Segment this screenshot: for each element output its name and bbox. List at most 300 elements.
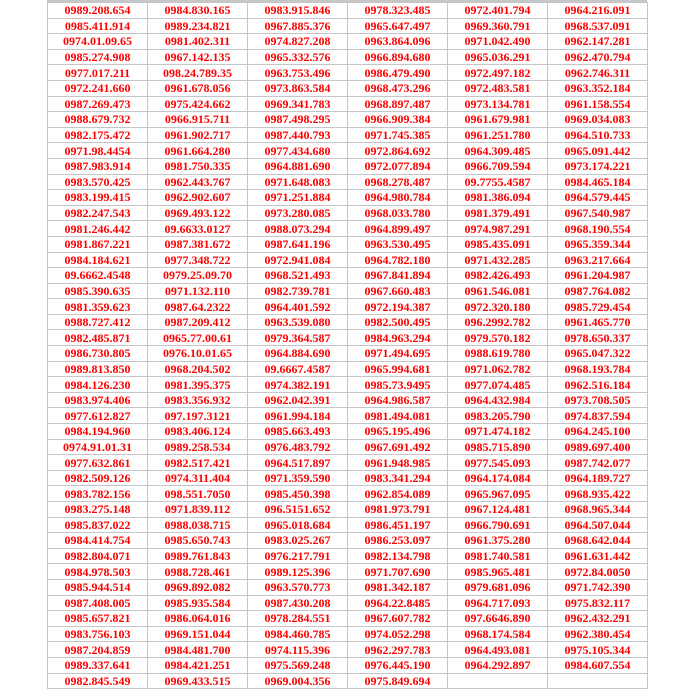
phone-number-cell[interactable]: 0964.245.100 — [548, 424, 648, 440]
phone-number-cell[interactable]: 0984.194.960 — [48, 424, 148, 440]
phone-number-cell[interactable]: 0981.359.623 — [48, 299, 148, 315]
phone-number-cell[interactable]: 0964.881.690 — [248, 158, 348, 174]
phone-number-cell[interactable]: 0965.195.496 — [348, 424, 448, 440]
table-row — [48, 673, 648, 689]
phone-number-cell[interactable]: 0981.750.335 — [148, 158, 248, 174]
phone-number-cell[interactable]: 0962.470.794 — [548, 49, 648, 65]
phone-number-cell[interactable]: 0961.664.280 — [148, 143, 248, 159]
phone-number-cell[interactable]: 0982.426.493 — [448, 268, 548, 284]
table-row — [48, 221, 648, 237]
phone-number-cell[interactable]: 09.6633.0127 — [148, 221, 248, 237]
phone-number-cell[interactable]: 0964.899.497 — [348, 221, 448, 237]
phone-number-cell[interactable]: 0982.134.798 — [348, 548, 448, 564]
phone-number-cell[interactable]: 0989.125.396 — [248, 564, 348, 580]
table-body — [48, 3, 648, 689]
phone-number-cell[interactable]: 0963.570.773 — [248, 579, 348, 595]
phone-number-cell[interactable]: 0964.432.984 — [448, 392, 548, 408]
phone-number-cell[interactable]: 0988.728.461 — [148, 564, 248, 580]
phone-number-cell[interactable]: 0963.530.495 — [348, 236, 448, 252]
table-row — [48, 408, 648, 424]
phone-number-cell[interactable]: 0978.323.485 — [348, 3, 448, 19]
phone-number-cell[interactable]: 0973.134.781 — [448, 96, 548, 112]
phone-number-cell[interactable]: 0966.709.594 — [448, 158, 548, 174]
phone-number-cell[interactable]: 0987.408.005 — [48, 595, 148, 611]
phone-number-cell[interactable]: 0985.944.514 — [48, 579, 148, 595]
phone-number-cell[interactable]: 0972.320.180 — [448, 299, 548, 315]
phone-number-cell[interactable]: 0965.359.344 — [548, 236, 648, 252]
table-row — [48, 377, 648, 393]
phone-number-cell[interactable]: 0967.607.782 — [348, 611, 448, 627]
phone-number-cell[interactable]: 0971.745.385 — [348, 127, 448, 143]
phone-number-cell[interactable]: 0976.10.01.65 — [148, 346, 248, 362]
phone-number-cell[interactable]: 0988.038.715 — [148, 517, 248, 533]
table-row — [48, 143, 648, 159]
phone-number-cell[interactable]: 0961.902.717 — [148, 127, 248, 143]
phone-number-cell[interactable]: 0985.715.890 — [448, 439, 548, 455]
phone-number-cell[interactable]: 0962.380.454 — [548, 626, 648, 642]
phone-number-cell[interactable]: 0989.813.850 — [48, 361, 148, 377]
phone-number-cell[interactable]: 0971.359.590 — [248, 470, 348, 486]
phone-number-cell[interactable]: 0988.727.412 — [48, 314, 148, 330]
table-row — [48, 18, 648, 34]
phone-number-cell[interactable]: 0985.663.493 — [248, 424, 348, 440]
phone-number-cell[interactable]: 0963.753.496 — [248, 65, 348, 81]
table-row — [48, 579, 648, 595]
table-row — [48, 533, 648, 549]
phone-number-cell[interactable]: 0968.521.493 — [248, 268, 348, 284]
phone-number-cell[interactable]: 0984.414.754 — [48, 533, 148, 549]
phone-number-cell[interactable]: 0972.483.581 — [448, 80, 548, 96]
phone-number-cell[interactable]: 0985.73.9495 — [348, 377, 448, 393]
phone-number-cell[interactable]: 0964.292.897 — [448, 657, 548, 673]
phone-number-cell[interactable]: 097.6646.890 — [448, 611, 548, 627]
phone-number-cell[interactable]: 0985.411.914 — [48, 18, 148, 34]
phone-number-cell[interactable]: 0987.742.077 — [548, 455, 648, 471]
phone-number-cell[interactable]: 0981.395.375 — [148, 377, 248, 393]
phone-number-cell[interactable]: 0967.691.492 — [348, 439, 448, 455]
phone-number-cell[interactable]: 0968.965.344 — [548, 502, 648, 518]
phone-number-cell[interactable]: 0987.430.208 — [248, 595, 348, 611]
phone-number-cell[interactable]: 0985.965.481 — [448, 564, 548, 580]
phone-number-cell[interactable]: 0983.915.846 — [248, 3, 348, 19]
phone-number-cell[interactable]: 0987.204.859 — [48, 642, 148, 658]
phone-number-cell[interactable]: 0973.708.505 — [548, 392, 648, 408]
phone-number-cell[interactable]: 0982.804.071 — [48, 548, 148, 564]
phone-number-cell[interactable]: 0968.190.554 — [548, 221, 648, 237]
phone-number-cell[interactable]: 0987.641.196 — [248, 236, 348, 252]
phone-number-cell[interactable]: 0974.382.191 — [248, 377, 348, 393]
table-row — [48, 626, 648, 642]
phone-number-cell[interactable]: 0977.545.093 — [448, 455, 548, 471]
table-row — [48, 127, 648, 143]
phone-number-cell[interactable]: 0968.473.296 — [348, 80, 448, 96]
phone-number-cell[interactable]: 0987.498.295 — [248, 112, 348, 128]
phone-number-cell[interactable]: 0962.147.281 — [548, 34, 648, 50]
phone-number-cell[interactable]: 0971.98.4454 — [48, 143, 148, 159]
phone-number-cell[interactable]: 0968.193.784 — [548, 361, 648, 377]
phone-number-cell[interactable]: 0968.537.091 — [548, 18, 648, 34]
phone-number-cell[interactable]: 0986.451.197 — [348, 517, 448, 533]
table-row — [48, 236, 648, 252]
table-row — [48, 595, 648, 611]
phone-number-cell[interactable]: 0964.401.592 — [248, 299, 348, 315]
phone-number-cell[interactable]: 0985.450.398 — [248, 486, 348, 502]
phone-number-cell[interactable]: 0965.967.095 — [448, 486, 548, 502]
phone-number-cell[interactable]: 0983.756.103 — [48, 626, 148, 642]
phone-number-cell[interactable]: 0981.246.442 — [48, 221, 148, 237]
phone-number-cell[interactable]: 0979.364.587 — [248, 330, 348, 346]
phone-number-cell[interactable]: 0987.209.412 — [148, 314, 248, 330]
phone-number-cell[interactable]: 0963.864.096 — [348, 34, 448, 50]
phone-number-cell[interactable]: 0984.978.503 — [48, 564, 148, 580]
phone-number-cell[interactable]: 0962.432.291 — [548, 611, 648, 627]
phone-number-cell[interactable]: 0989.234.821 — [148, 18, 248, 34]
table-row — [48, 392, 648, 408]
phone-number-cell[interactable]: 09.6662.4548 — [48, 268, 148, 284]
phone-number-cell[interactable]: 0982.739.781 — [248, 283, 348, 299]
table-row — [48, 80, 648, 96]
phone-number-cell[interactable]: 0986.253.097 — [348, 533, 448, 549]
phone-number-cell[interactable]: 0964.493.081 — [448, 642, 548, 658]
phone-number-cell[interactable]: 0984.607.554 — [548, 657, 648, 673]
phone-number-cell[interactable]: 0985.729.454 — [548, 299, 648, 315]
phone-number-cell[interactable]: 0974.987.291 — [448, 221, 548, 237]
phone-number-cell[interactable]: 0967.124.481 — [448, 502, 548, 518]
phone-number-cell[interactable]: 0968.174.584 — [448, 626, 548, 642]
phone-number-cell[interactable]: 0971.839.112 — [148, 502, 248, 518]
phone-number-cell[interactable]: 0969.151.044 — [148, 626, 248, 642]
phone-number-cell[interactable]: 0966.894.680 — [348, 49, 448, 65]
phone-number-cell[interactable]: 0987.269.473 — [48, 96, 148, 112]
phone-number-cell[interactable]: 0968.642.044 — [548, 533, 648, 549]
phone-number-cell[interactable]: 0965.994.681 — [348, 361, 448, 377]
phone-number-cell[interactable]: 0984.830.165 — [148, 3, 248, 19]
phone-number-cell[interactable]: 0985.657.821 — [48, 611, 148, 627]
phone-number-cell[interactable]: 0972.84.0050 — [548, 564, 648, 580]
phone-number-cell[interactable]: 0969.341.783 — [248, 96, 348, 112]
phone-number-cell[interactable]: 0985.837.022 — [48, 517, 148, 533]
phone-number-cell[interactable]: 0981.342.187 — [348, 579, 448, 595]
table-row — [48, 470, 648, 486]
phone-number-cell[interactable]: 0972.241.660 — [48, 80, 148, 96]
table-row — [48, 502, 648, 518]
phone-number-cell[interactable]: 0988.679.732 — [48, 112, 148, 128]
phone-number-cell[interactable]: 0961.375.280 — [448, 533, 548, 549]
phone-number-cell[interactable]: 0968.204.502 — [148, 361, 248, 377]
phone-number-cell[interactable]: 0983.025.267 — [248, 533, 348, 549]
phone-number-cell[interactable]: 0971.707.690 — [348, 564, 448, 580]
phone-number-cell[interactable]: 0966.909.384 — [348, 112, 448, 128]
phone-number-cell[interactable]: 0971.251.884 — [248, 190, 348, 206]
phone-number-cell[interactable]: 0987.983.914 — [48, 158, 148, 174]
phone-number-cell[interactable]: 0964.174.084 — [448, 470, 548, 486]
phone-number-cell[interactable]: 0975.832.117 — [548, 595, 648, 611]
phone-number-cell[interactable]: 0974.827.208 — [248, 34, 348, 50]
phone-number-cell[interactable]: 0965.018.684 — [248, 517, 348, 533]
phone-number-cell[interactable]: 0986.064.016 — [148, 611, 248, 627]
phone-number-cell[interactable]: 0989.258.534 — [148, 439, 248, 455]
phone-number-cell[interactable]: 0979.681.096 — [448, 579, 548, 595]
table-row — [48, 190, 648, 206]
phone-number-cell[interactable]: 0984.460.785 — [248, 626, 348, 642]
phone-number-cell[interactable]: 0979.25.09.70 — [148, 268, 248, 284]
table-row — [48, 424, 648, 440]
phone-number-cell[interactable]: 0971.432.285 — [448, 252, 548, 268]
phone-number-cell[interactable]: 09.7755.4587 — [448, 174, 548, 190]
phone-number-cell[interactable]: 0987.64.2322 — [148, 299, 248, 315]
table-row — [48, 517, 648, 533]
phone-number-cell[interactable]: 0971.648.083 — [248, 174, 348, 190]
phone-number-cell[interactable]: 0984.963.294 — [348, 330, 448, 346]
phone-number-cell[interactable]: 0984.481.700 — [148, 642, 248, 658]
phone-number-cell[interactable]: 0966.790.691 — [448, 517, 548, 533]
phone-number-cell[interactable]: 0983.406.124 — [148, 424, 248, 440]
phone-number-cell[interactable]: 0983.275.148 — [48, 502, 148, 518]
phone-number-cell[interactable]: 0978.284.551 — [248, 611, 348, 627]
phone-number-cell[interactable]: 0974.115.396 — [248, 642, 348, 658]
table-row — [48, 252, 648, 268]
phone-number-cell[interactable]: 0975.424.662 — [148, 96, 248, 112]
table-row — [48, 96, 648, 112]
phone-number-cell[interactable]: 0964.22.8485 — [348, 595, 448, 611]
phone-number-cell[interactable]: 0985.435.091 — [448, 236, 548, 252]
phone-number-cell[interactable]: 0981.973.791 — [348, 502, 448, 518]
phone-number-cell[interactable]: 0962.516.184 — [548, 377, 648, 393]
phone-number-cell[interactable]: 0972.864.692 — [348, 143, 448, 159]
phone-number-cell[interactable]: 0961.158.554 — [548, 96, 648, 112]
phone-number-cell[interactable]: 0964.986.587 — [348, 392, 448, 408]
phone-number-cell[interactable]: 0982.500.495 — [348, 314, 448, 330]
phone-number-cell[interactable]: 0961.679.981 — [448, 112, 548, 128]
phone-number-cell[interactable]: 0989.337.641 — [48, 657, 148, 673]
phone-number-cell[interactable]: 0962.746.311 — [548, 65, 648, 81]
table-row — [48, 657, 648, 673]
phone-number-cell[interactable]: 0981.867.221 — [48, 236, 148, 252]
phone-number-cell[interactable]: 0961.948.985 — [348, 455, 448, 471]
phone-number-cell[interactable]: 0972.941.084 — [248, 252, 348, 268]
table-row — [48, 486, 648, 502]
table-row — [48, 439, 648, 455]
phone-number-cell[interactable]: 0967.142.135 — [148, 49, 248, 65]
phone-number-cell[interactable]: 096.2992.782 — [448, 314, 548, 330]
phone-number-cell[interactable]: 0961.251.780 — [448, 127, 548, 143]
phone-number-cell[interactable]: 0977.017.211 — [48, 65, 148, 81]
phone-number-cell[interactable]: 0983.205.790 — [448, 408, 548, 424]
phone-number-cell[interactable]: 0982.485.871 — [48, 330, 148, 346]
phone-number-cell[interactable]: 0961.994.184 — [248, 408, 348, 424]
table-row — [48, 299, 648, 315]
phone-number-cell[interactable]: 0985.274.908 — [48, 49, 148, 65]
phone-number-cell[interactable]: 0988.073.294 — [248, 221, 348, 237]
phone-number-cell[interactable]: 0973.174.221 — [548, 158, 648, 174]
phone-number-cell[interactable]: 0971.042.490 — [448, 34, 548, 50]
phone-number-cell[interactable]: 0968.935.422 — [548, 486, 648, 502]
table-row — [48, 34, 648, 50]
phone-number-cell[interactable]: 0971.474.182 — [448, 424, 548, 440]
phone-number-cell[interactable]: 0983.199.415 — [48, 190, 148, 206]
phone-number-cell[interactable]: 0969.892.082 — [148, 579, 248, 595]
phone-number-cell[interactable]: 0962.902.607 — [148, 190, 248, 206]
phone-number-cell[interactable]: 0983.974.406 — [48, 392, 148, 408]
phone-number-cell[interactable]: 0969.360.791 — [448, 18, 548, 34]
phone-number-cell[interactable]: 0985.935.584 — [148, 595, 248, 611]
phone-number-cell[interactable]: 0986.479.490 — [348, 65, 448, 81]
phone-number-cell[interactable]: 0964.884.690 — [248, 346, 348, 362]
phone-number-cell[interactable]: 0977.434.680 — [248, 143, 348, 159]
phone-number-cell[interactable]: 0974.311.404 — [148, 470, 248, 486]
phone-number-cell[interactable]: 0964.309.485 — [448, 143, 548, 159]
phone-number-cell[interactable]: 0969.433.515 — [148, 673, 248, 689]
phone-number-cell[interactable]: 0974.91.01.31 — [48, 439, 148, 455]
phone-number-cell[interactable]: 0984.126.230 — [48, 377, 148, 393]
phone-number-cell[interactable]: 0989.208.654 — [48, 3, 148, 19]
phone-number-cell[interactable]: 0975.105.344 — [548, 642, 648, 658]
phone-number-cell[interactable]: 0969.493.122 — [148, 205, 248, 221]
table-row — [48, 642, 648, 658]
phone-number-cell[interactable]: 0979.570.182 — [448, 330, 548, 346]
phone-number-cell[interactable]: 0962.297.783 — [348, 642, 448, 658]
phone-number-cell[interactable]: 0975.849.694 — [348, 673, 448, 689]
phone-number-cell[interactable]: 0977.074.485 — [448, 377, 548, 393]
phone-number-cell[interactable]: 0974.837.594 — [548, 408, 648, 424]
phone-number-cell[interactable]: 0962.443.767 — [148, 174, 248, 190]
phone-number-cell[interactable]: 0983.782.156 — [48, 486, 148, 502]
phone-number-cell[interactable]: 0981.386.094 — [448, 190, 548, 206]
phone-number-cell[interactable]: 0982.247.543 — [48, 205, 148, 221]
table-row — [48, 330, 648, 346]
phone-number-cell[interactable]: 098.551.7050 — [148, 486, 248, 502]
phone-number-cell[interactable]: 096.5151.652 — [248, 502, 348, 518]
phone-number-cell[interactable]: 0961.631.442 — [548, 548, 648, 564]
phone-number-cell[interactable]: 0985.650.743 — [148, 533, 248, 549]
phone-number-cell[interactable]: 0977.348.722 — [148, 252, 248, 268]
phone-number-cell[interactable]: 0965.647.497 — [348, 18, 448, 34]
phone-number-cell[interactable]: 0982.845.549 — [48, 673, 148, 689]
phone-number-cell[interactable]: 0964.216.091 — [548, 3, 648, 19]
phone-number-cell[interactable]: 0971.742.390 — [548, 579, 648, 595]
phone-number-cell[interactable]: 0972.497.182 — [448, 65, 548, 81]
phone-number-cell[interactable]: 0964.517.897 — [248, 455, 348, 471]
phone-number-cell[interactable]: 0965.332.576 — [248, 49, 348, 65]
phone-number-cell[interactable]: 0961.678.056 — [148, 80, 248, 96]
phone-number-cell[interactable]: 0989.761.843 — [148, 548, 248, 564]
phone-number-cell[interactable]: 0984.465.184 — [548, 174, 648, 190]
phone-number-cell[interactable]: 0968.278.487 — [348, 174, 448, 190]
phone-number-cell[interactable]: 0963.217.664 — [548, 252, 648, 268]
phone-number-cell[interactable]: 0984.421.251 — [148, 657, 248, 673]
phone-number-cell[interactable]: 0974.052.298 — [348, 626, 448, 642]
phone-number-cell[interactable]: 0964.579.445 — [548, 190, 648, 206]
phone-number-cell[interactable]: 0961.546.081 — [448, 283, 548, 299]
phone-number-cell[interactable]: 0967.885.376 — [248, 18, 348, 34]
phone-number-cell[interactable]: 0971.062.782 — [448, 361, 548, 377]
phone-number-cell[interactable]: 0982.175.472 — [48, 127, 148, 143]
phone-number-cell[interactable]: 0983.570.425 — [48, 174, 148, 190]
phone-number-table — [47, 2, 648, 689]
phone-number-cell[interactable]: 0972.194.387 — [348, 299, 448, 315]
phone-number-cell[interactable]: 0969.004.356 — [248, 673, 348, 689]
phone-number-cell[interactable]: 0989.697.400 — [548, 439, 648, 455]
phone-number-cell[interactable]: 098.24.789.35 — [148, 65, 248, 81]
phone-number-cell[interactable]: 0967.540.987 — [548, 205, 648, 221]
phone-number-cell[interactable]: 0963.539.080 — [248, 314, 348, 330]
phone-number-cell[interactable]: 0964.782.180 — [348, 252, 448, 268]
phone-number-cell[interactable]: 0971.132.110 — [148, 283, 248, 299]
phone-number-cell[interactable]: 0964.189.727 — [548, 470, 648, 486]
phone-number-cell[interactable]: 0964.507.044 — [548, 517, 648, 533]
phone-number-cell[interactable]: 0982.517.421 — [148, 455, 248, 471]
table-row — [48, 205, 648, 221]
phone-number-cell[interactable]: 0962.042.391 — [248, 392, 348, 408]
phone-number-cell[interactable]: 09.6667.4587 — [248, 361, 348, 377]
phone-number-cell[interactable]: 0968.897.487 — [348, 96, 448, 112]
phone-number-cell[interactable]: 0967.660.483 — [348, 283, 448, 299]
phone-number-cell[interactable]: 0975.569.248 — [248, 657, 348, 673]
table-row — [48, 49, 648, 65]
phone-number-cell[interactable]: 0965.77.00.61 — [148, 330, 248, 346]
table-row — [48, 314, 648, 330]
phone-number-cell[interactable]: 0981.494.081 — [348, 408, 448, 424]
phone-number-cell[interactable]: 0981.402.311 — [148, 34, 248, 50]
phone-number-cell[interactable]: 0987.764.082 — [548, 283, 648, 299]
phone-number-cell[interactable]: 0965.036.291 — [448, 49, 548, 65]
phone-number-cell[interactable]: 0983.356.932 — [148, 392, 248, 408]
phone-number-cell[interactable]: 0985.390.635 — [48, 283, 148, 299]
phone-number-cell[interactable]: 0984.184.621 — [48, 252, 148, 268]
phone-number-cell[interactable]: 0963.352.184 — [548, 80, 648, 96]
phone-number-cell[interactable]: 0976.445.190 — [348, 657, 448, 673]
phone-number-cell[interactable]: 0987.440.793 — [248, 127, 348, 143]
phone-number-cell[interactable]: 0972.077.894 — [348, 158, 448, 174]
table-row — [48, 65, 648, 81]
table-row — [48, 564, 648, 580]
phone-number-cell[interactable]: 0964.510.733 — [548, 127, 648, 143]
phone-number-cell[interactable]: 0972.401.794 — [448, 3, 548, 19]
phone-number-cell[interactable]: 0967.841.894 — [348, 268, 448, 284]
phone-number-cell[interactable]: 0978.650.337 — [548, 330, 648, 346]
phone-number-cell[interactable]: 0966.915.711 — [148, 112, 248, 128]
phone-number-cell[interactable]: 0988.619.780 — [448, 346, 548, 362]
phone-number-cell[interactable]: 0981.740.581 — [448, 548, 548, 564]
phone-number-cell[interactable]: 0964.717.093 — [448, 595, 548, 611]
phone-number-cell[interactable] — [548, 673, 648, 689]
table-row — [48, 112, 648, 128]
phone-number-cell[interactable]: 0973.863.584 — [248, 80, 348, 96]
phone-number-cell[interactable]: 0977.632.861 — [48, 455, 148, 471]
phone-number-cell[interactable]: 0968.033.780 — [348, 205, 448, 221]
phone-number-cell[interactable]: 0986.730.805 — [48, 346, 148, 362]
phone-number-cell[interactable]: 0969.034.083 — [548, 112, 648, 128]
phone-number-cell[interactable]: 0964.980.784 — [348, 190, 448, 206]
phone-number-cell[interactable]: 0976.483.792 — [248, 439, 348, 455]
phone-number-cell[interactable]: 0965.091.442 — [548, 143, 648, 159]
phone-number-cell[interactable]: 0982.509.126 — [48, 470, 148, 486]
phone-number-cell[interactable]: 0974.01.09.65 — [48, 34, 148, 50]
phone-number-cell[interactable]: 0981.379.491 — [448, 205, 548, 221]
phone-number-cell[interactable]: 0976.217.791 — [248, 548, 348, 564]
phone-number-cell[interactable]: 0961.204.987 — [548, 268, 648, 284]
phone-number-cell[interactable] — [448, 673, 548, 689]
phone-number-cell[interactable]: 097.197.3121 — [148, 408, 248, 424]
phone-number-cell[interactable]: 0962.854.089 — [348, 486, 448, 502]
phone-number-cell[interactable]: 0983.341.294 — [348, 470, 448, 486]
phone-number-cell[interactable]: 0977.612.827 — [48, 408, 148, 424]
phone-number-cell[interactable]: 0987.381.672 — [148, 236, 248, 252]
phone-number-cell[interactable]: 0961.465.770 — [548, 314, 648, 330]
phone-number-cell[interactable]: 0965.047.322 — [548, 346, 648, 362]
phone-number-cell[interactable]: 0973.280.085 — [248, 205, 348, 221]
phone-number-cell[interactable]: 0971.494.695 — [348, 346, 448, 362]
